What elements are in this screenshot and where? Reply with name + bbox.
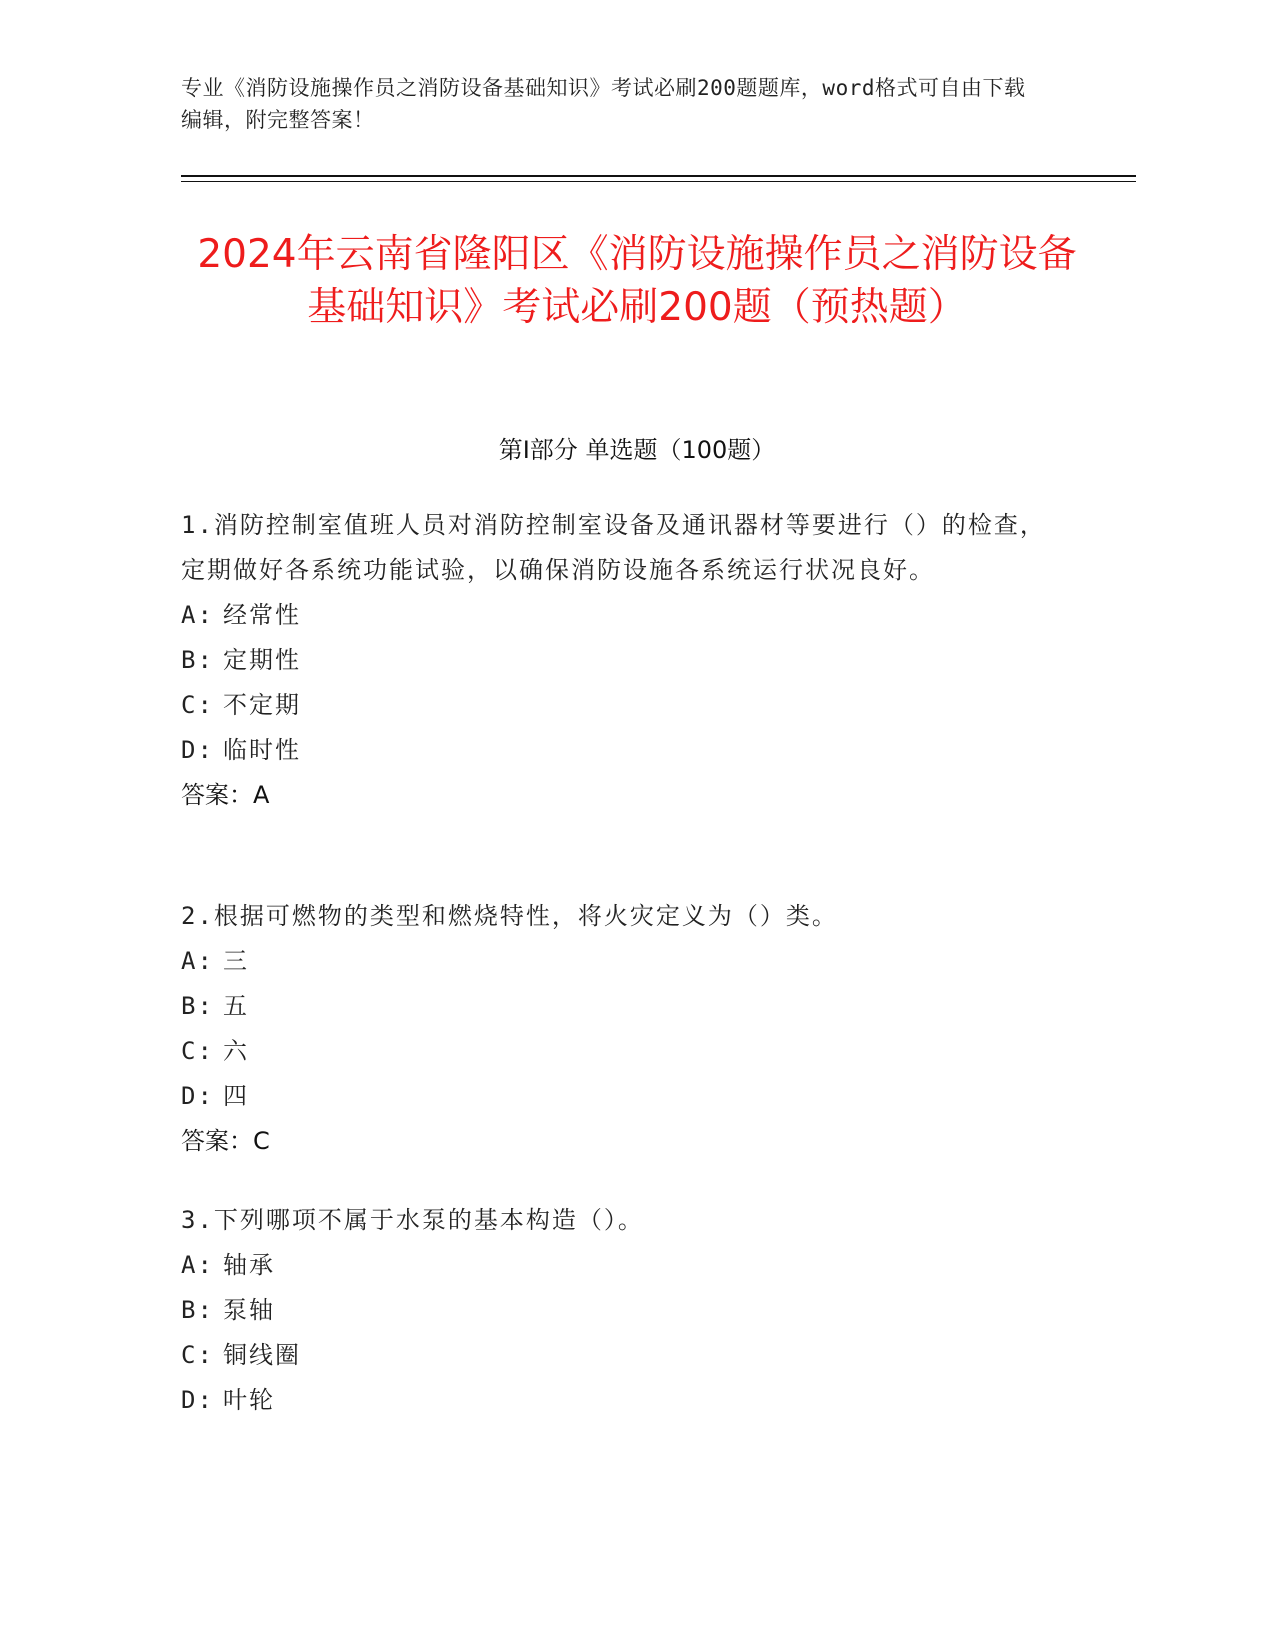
option-c [181,1029,1061,1074]
option-text: 三 [223,947,249,975]
option-key: C: [181,1037,214,1065]
option-key: D: [181,1082,214,1110]
option-text: 轴承 [223,1251,275,1279]
option-b [181,984,1061,1029]
option-key: B: [181,646,214,674]
option-d [181,1378,1061,1423]
option-d [181,1074,1061,1119]
option-key: D: [181,736,214,764]
question-1 [181,503,1061,818]
question-3 [181,1198,1061,1423]
option-c [181,1333,1061,1378]
option-a [181,593,1061,638]
option-key: A: [181,947,214,975]
document-title: 2024年云南省隆阳区《消防设施操作员之消防设备基础知识》考试必刷200题（预热题） [197,232,1077,330]
header-divider-thick [181,175,1136,177]
question-stem: 2.根据可燃物的类型和燃烧特性，将火灾定义为（）类。 [181,902,838,930]
option-key: C: [181,1341,214,1369]
answer-line: 答案：A [181,781,270,809]
question-stem: 1.消防控制室值班人员对消防控制室设备及通讯器材等要进行（）的检查，定期做好各系统功能试验，以确保消防设施各系统运行状况良好。 [181,511,1046,584]
option-text: 经常性 [223,601,301,629]
option-text: 不定期 [223,691,301,719]
answer-line: 答案：C [181,1127,270,1155]
option-c [181,683,1061,728]
option-text: 五 [223,992,249,1020]
option-key: B: [181,1296,214,1324]
option-text: 四 [223,1082,249,1110]
option-text: 临时性 [223,736,301,764]
section-title: 第I部分 单选题（100题） [498,436,776,464]
option-d [181,728,1061,773]
option-text: 叶轮 [223,1386,275,1414]
option-key: A: [181,601,214,629]
option-text: 铜线圈 [223,1341,301,1369]
option-b [181,638,1061,683]
option-key: D: [181,1386,214,1414]
header-divider-thin [181,181,1136,182]
option-key: C: [181,691,214,719]
option-text: 泵轴 [223,1296,275,1324]
option-a [181,939,1061,984]
option-key: A: [181,1251,214,1279]
option-key: B: [181,992,214,1020]
option-text: 六 [223,1037,249,1065]
option-a [181,1243,1061,1288]
question-2 [181,894,1061,1164]
header-note: 专业《消防设施操作员之消防设备基础知识》考试必刷200题题库，word格式可自由下载编辑，附完整答案！ [181,76,1026,132]
question-stem: 3.下列哪项不属于水泵的基本构造（）。 [181,1206,644,1234]
option-text: 定期性 [223,646,301,674]
option-b [181,1288,1061,1333]
